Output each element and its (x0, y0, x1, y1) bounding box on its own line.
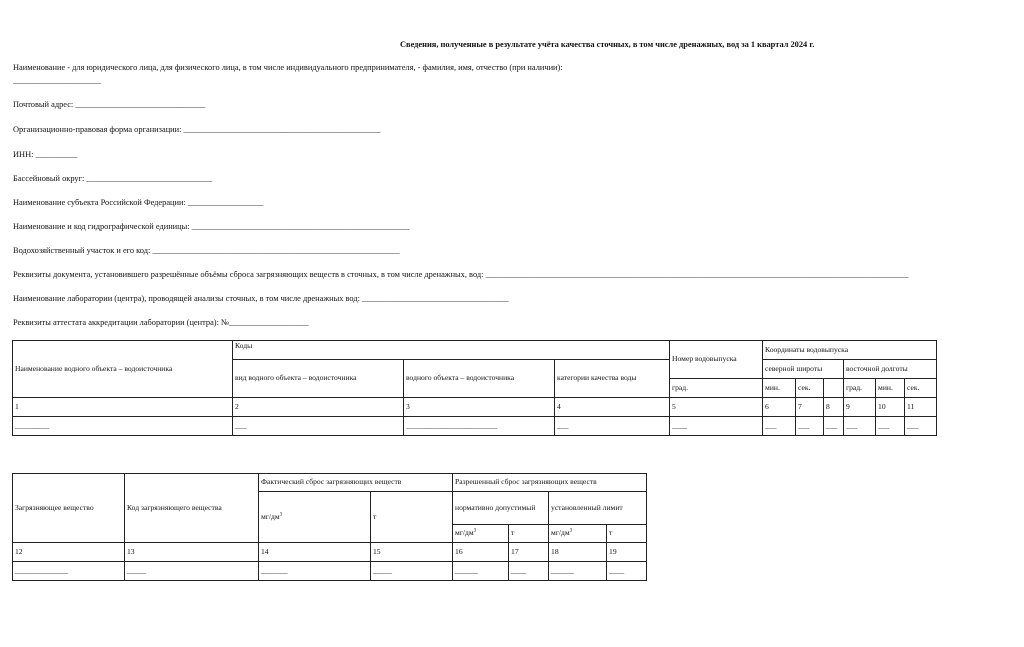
pollutant-discharge-table (12, 473, 647, 581)
blank-cell: _________ (13, 417, 233, 436)
column-number: 12 (13, 543, 125, 562)
header-lon-sec: сек. (905, 379, 937, 398)
permit-document-field: Реквизиты документа, установившего разрешённые объёмы сброса загрязняющих веществ в сточных, в том числе дренажных, вод: _____________________________________________________________________________________________________ (13, 270, 909, 279)
header-code-body: водного объекта – водоисточника (404, 360, 555, 398)
column-number: 7 (796, 398, 824, 417)
column-number: 16 (453, 543, 509, 562)
column-number: 17 (509, 543, 549, 562)
blank-cell: ___ (233, 417, 404, 436)
blank-cell: _____ (125, 562, 259, 581)
header-lat-deg: мин. (763, 379, 796, 398)
column-number: 11 (905, 398, 937, 417)
header-code-type: вид водного объекта – водоисточника (233, 360, 404, 398)
blank-cell: ________________________ (404, 417, 555, 436)
header-north-latitude: северной широты (763, 360, 844, 379)
header-actual-t: т (371, 492, 453, 543)
header-limit-t: т (607, 525, 647, 543)
legal-form-field: Организационно-правовая форма организации: _______________________________________________ (13, 125, 381, 134)
header-pollutant-code: Код загрязняющего вещества (125, 474, 259, 543)
header-actual-discharge: Фактический сброс загрязняющих веществ (259, 474, 453, 492)
basin-field: Бассейновый округ: ______________________________ (13, 174, 213, 183)
header-limit-mg: $мг/дм^3$ (549, 525, 607, 543)
header-normative: нормативно допустимый (453, 492, 549, 525)
column-number: 5 (670, 398, 763, 417)
column-number: 10 (876, 398, 905, 417)
hydro-unit-field: Наименование и код гидрографической единицы: ____________________________________________________ (13, 222, 410, 231)
blank-cell: ______ (549, 562, 607, 581)
laboratory-field: Наименование лаборатории (центра), проводящей анализы сточных, в том числе дренажных вод: ___________________________________ (13, 294, 509, 303)
header-limit: установленный лимит (549, 492, 647, 525)
blank-cell: ____ (607, 562, 647, 581)
blank-cell: ______ (453, 562, 509, 581)
column-number: 15 (371, 543, 453, 562)
header-water-body: Наименование водного объекта – водоисточника (13, 341, 233, 398)
blank-cell: _______ (259, 562, 371, 581)
header-normative-t: т (509, 525, 549, 543)
header-code-category: категории качества воды (555, 360, 670, 398)
column-number: 18 (549, 543, 607, 562)
accreditation-field: Реквизиты аттестата аккредитации лаборатории (центра): №___________________ (13, 318, 309, 327)
header-lat-sec (824, 379, 844, 398)
blank-cell: ___ (876, 417, 905, 436)
header-east-longitude: восточной долготы (844, 360, 937, 379)
column-number: 8 (824, 398, 844, 417)
column-number: 13 (125, 543, 259, 562)
inn-field: ИНН: __________ (13, 150, 78, 159)
header-allowed-discharge: Разрешенный сброс загрязняющих веществ (453, 474, 647, 492)
column-number: 19 (607, 543, 647, 562)
column-number: 3 (404, 398, 555, 417)
header-lon-min: мин. (876, 379, 905, 398)
blank-cell: ___ (763, 417, 796, 436)
header-coordinates: Координаты водовыпуска (763, 341, 937, 360)
name-field-label: Наименование - для юридического лица, для физического лица, в том числе индивидуального предпринимателя, - фамилия, имя, отчество (при наличии): (13, 63, 563, 72)
water-outlet-table (12, 340, 937, 436)
header-degrees: град. (670, 379, 763, 398)
blank-cell: ____ (509, 562, 549, 581)
header-actual-mg: $мг/дм^3$ (259, 492, 371, 543)
blank-cell: ____ (670, 417, 763, 436)
header-outlet-number: Номер водовыпуска (670, 341, 763, 379)
column-number: 1 (13, 398, 233, 417)
blank-cell: ______________ (13, 562, 125, 581)
header-normative-mg: $мг/дм^3$ (453, 525, 509, 543)
document-title: Сведения, полученные в результате учёта качества сточных, в том числе дренажных, вод за 1 квартал 2024 г. (400, 40, 815, 49)
header-codes: Коды (233, 341, 670, 360)
header-pollutant: Загрязняющее вещество (13, 474, 125, 543)
header-lon-deg: град. (844, 379, 876, 398)
column-number: 4 (555, 398, 670, 417)
postal-address-field: Почтовый адрес: _______________________________ (13, 100, 206, 109)
blank-cell: ___ (844, 417, 876, 436)
name-field-blank: _____________________ (13, 76, 101, 85)
blank-cell: ___ (555, 417, 670, 436)
water-area-field: Водохозяйственный участок и его код: ___________________________________________________________ (13, 246, 400, 255)
column-number: 14 (259, 543, 371, 562)
blank-cell: _____ (371, 562, 453, 581)
blank-cell: ___ (905, 417, 937, 436)
column-number: 9 (844, 398, 876, 417)
blank-cell: ___ (824, 417, 844, 436)
column-number: 2 (233, 398, 404, 417)
column-number: 6 (763, 398, 796, 417)
header-lat-min: сек. (796, 379, 824, 398)
blank-cell: ___ (796, 417, 824, 436)
subject-field: Наименование субъекта Российской Федерации: __________________ (13, 198, 264, 207)
